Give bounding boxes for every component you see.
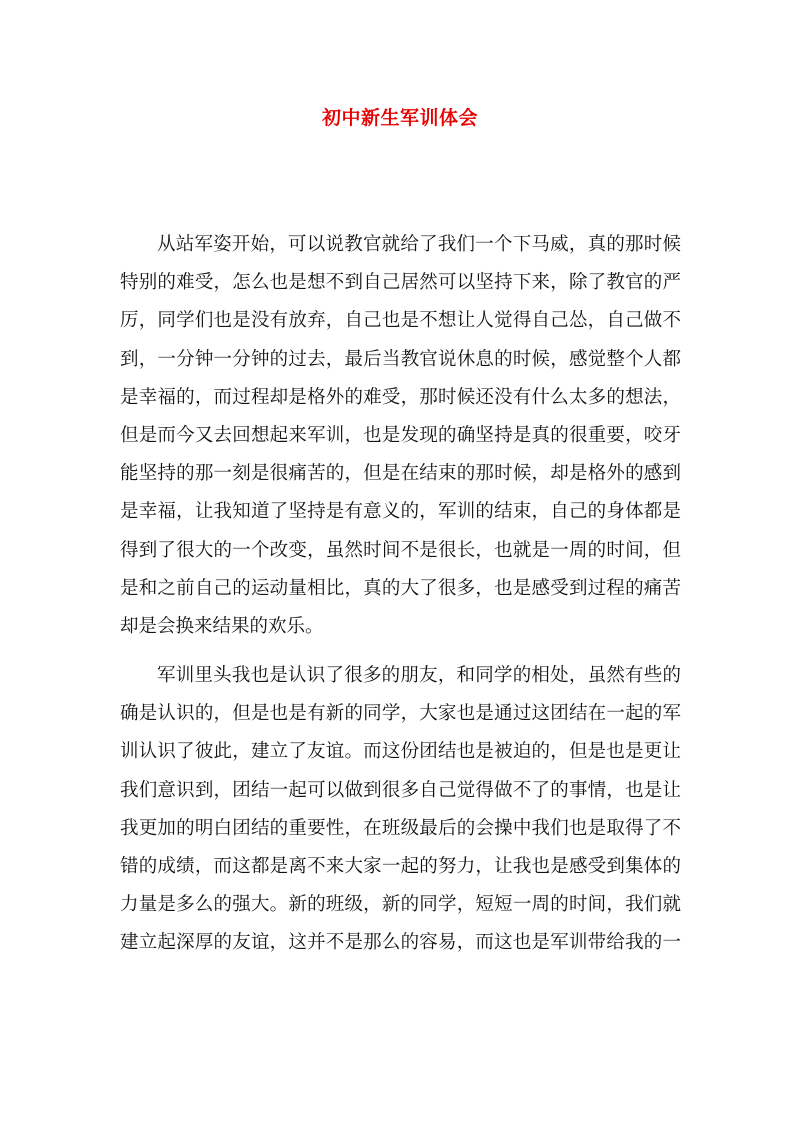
text-line: 得到了很大的一个改变，虽然时间不是很长，也就是一周的时间，但: [120, 539, 681, 561]
text-line: 军训里头我也是认识了很多的朋友，和同学的相处，虽然有些的: [157, 665, 681, 687]
text-line: 却是会换来结果的欢乐。: [120, 615, 324, 637]
text-line: 是和之前自己的运动量相比，真的大了很多，也是感受到过程的痛苦: [120, 577, 681, 599]
paragraph-2: [120, 657, 681, 963]
text-line: 能坚持的那一刻是很痛苦的，但是在结束的那时候，却是格外的感到: [120, 463, 681, 485]
text-line: 是幸福的，而过程却是格外的难受，那时候还没有什么太多的想法，: [120, 386, 681, 408]
text-line: 错的成绩，而这都是离不来大家一起的努力，让我也是感受到集体的: [120, 856, 681, 877]
text-line: 是幸福，让我知道了坚持是有意义的，军训的结束，自己的身体都是: [120, 501, 681, 523]
text-line: 从站军姿开始，可以说教官就给了我们一个下马威，真的那时候: [157, 234, 681, 255]
text-line: 但是而今又去回想起来军训，也是发现的确坚持是真的很重要，咬牙: [120, 424, 681, 446]
paragraph-1: [120, 226, 681, 646]
text-line: 厉，同学们也是没有放弃，自己也是不想让人觉得自己怂，自己做不: [120, 310, 681, 332]
text-line: 特别的难受，怎么也是想不到自己居然可以坚持下来，除了教官的严: [120, 272, 681, 294]
text-line: 到，一分钟一分钟的过去，最后当教官说休息的时候，感觉整个人都: [120, 348, 681, 370]
document-title: 初中新生军训体会: [321, 107, 478, 129]
text-line: 建立起深厚的友谊，这并不是那么的容易，而这也是军训带给我的一: [120, 932, 681, 954]
text-line: 确是认识的，但是也是有新的同学，大家也是通过这团结在一起的军: [120, 703, 681, 725]
paragraph-spacer: [120, 646, 681, 657]
document-body: [120, 226, 681, 963]
text-line: 我更加的明白团结的重要性，在班级最后的会操中我们也是取得了不: [120, 817, 681, 839]
text-line: 训认识了彼此，建立了友谊。而这份团结也是被迫的，但是也是更让: [120, 741, 681, 763]
text-line: 力量是多么的强大。新的班级，新的同学，短短一周的时间，我们就: [120, 894, 681, 916]
text-line: 我们意识到，团结一起可以做到很多自己觉得做不了的事情，也是让: [120, 779, 681, 801]
